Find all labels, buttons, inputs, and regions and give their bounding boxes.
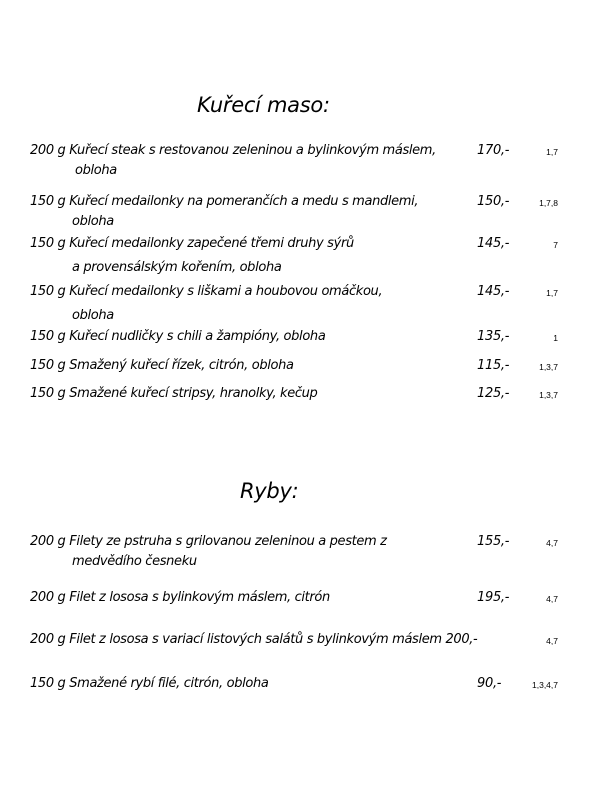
item-description-continued: obloha — [75, 163, 117, 178]
item-allergens: 1,3,7 — [539, 362, 558, 372]
section-title-fish: Ryby: — [240, 479, 299, 503]
item-description: 200 g Filet z lososa s bylinkovým máslem, citrón — [30, 590, 330, 605]
item-description: 150 g Smažený kuřecí řízek, citrón, obloha — [30, 358, 294, 373]
menu-item — [30, 384, 317, 404]
item-price: 155,- — [477, 534, 510, 549]
item-price: 145,- — [477, 284, 510, 299]
item-description: 150 g Kuřecí medailonky zapečené třemi druhy sýrů — [30, 236, 354, 251]
item-description-continued: medvědího česneku — [72, 554, 197, 569]
item-price: 195,- — [477, 590, 510, 605]
item-description-continued: obloha — [72, 308, 114, 323]
item-allergens: 4,7 — [546, 636, 558, 646]
menu-item — [30, 588, 330, 608]
item-price: 125,- — [477, 386, 510, 401]
menu-item — [30, 327, 325, 347]
item-price: 115,- — [477, 358, 510, 373]
item-price: 135,- — [477, 329, 510, 344]
menu-item — [30, 282, 382, 326]
item-allergens: 1,7,8 — [539, 198, 558, 208]
item-allergens: 7 — [553, 240, 558, 250]
item-description-continued: a provensálským kořením, obloha — [72, 260, 282, 275]
item-description: 200 g Filety ze pstruha s grilovanou zeleninou a pestem z — [30, 534, 387, 549]
item-description: 200 g Filet z lososa s variací listových salátů s bylinkovým máslem 200,- — [30, 632, 478, 647]
item-allergens: 4,7 — [546, 538, 558, 548]
item-description-continued: obloha — [72, 214, 114, 229]
item-description: 200 g Kuřecí steak s restovanou zeleninou a bylinkovým máslem, — [30, 143, 436, 158]
item-price: 90,- — [477, 676, 502, 691]
menu-item — [30, 630, 477, 650]
menu-item — [30, 141, 436, 181]
item-description: 150 g Smažené rybí filé, citrón, obloha — [30, 676, 269, 691]
item-description: 150 g Kuřecí medailonky s liškami a houbovou omáčkou, — [30, 284, 383, 299]
item-allergens: 4,7 — [546, 594, 558, 604]
item-description: 150 g Smažené kuřecí stripsy, hranolky, kečup — [30, 386, 318, 401]
item-price: 170,- — [477, 143, 510, 158]
menu-item — [30, 674, 269, 694]
menu-item — [30, 532, 387, 572]
item-allergens: 1,3,7 — [539, 390, 558, 400]
item-allergens: 1 — [553, 333, 558, 343]
menu-item — [30, 192, 418, 232]
section-title-chicken: Kuřecí maso: — [197, 93, 330, 117]
item-description: 150 g Kuřecí nudličky s chili a žampióny, obloha — [30, 329, 326, 344]
item-allergens: 1,3,4,7 — [532, 680, 558, 690]
item-price: 145,- — [477, 236, 510, 251]
menu-item — [30, 234, 354, 278]
menu-item — [30, 356, 294, 376]
item-price: 150,- — [477, 194, 510, 209]
item-description: 150 g Kuřecí medailonky na pomerančích a medu s mandlemi, — [30, 194, 419, 209]
item-allergens: 1,7 — [546, 147, 558, 157]
item-allergens: 1,7 — [546, 288, 558, 298]
